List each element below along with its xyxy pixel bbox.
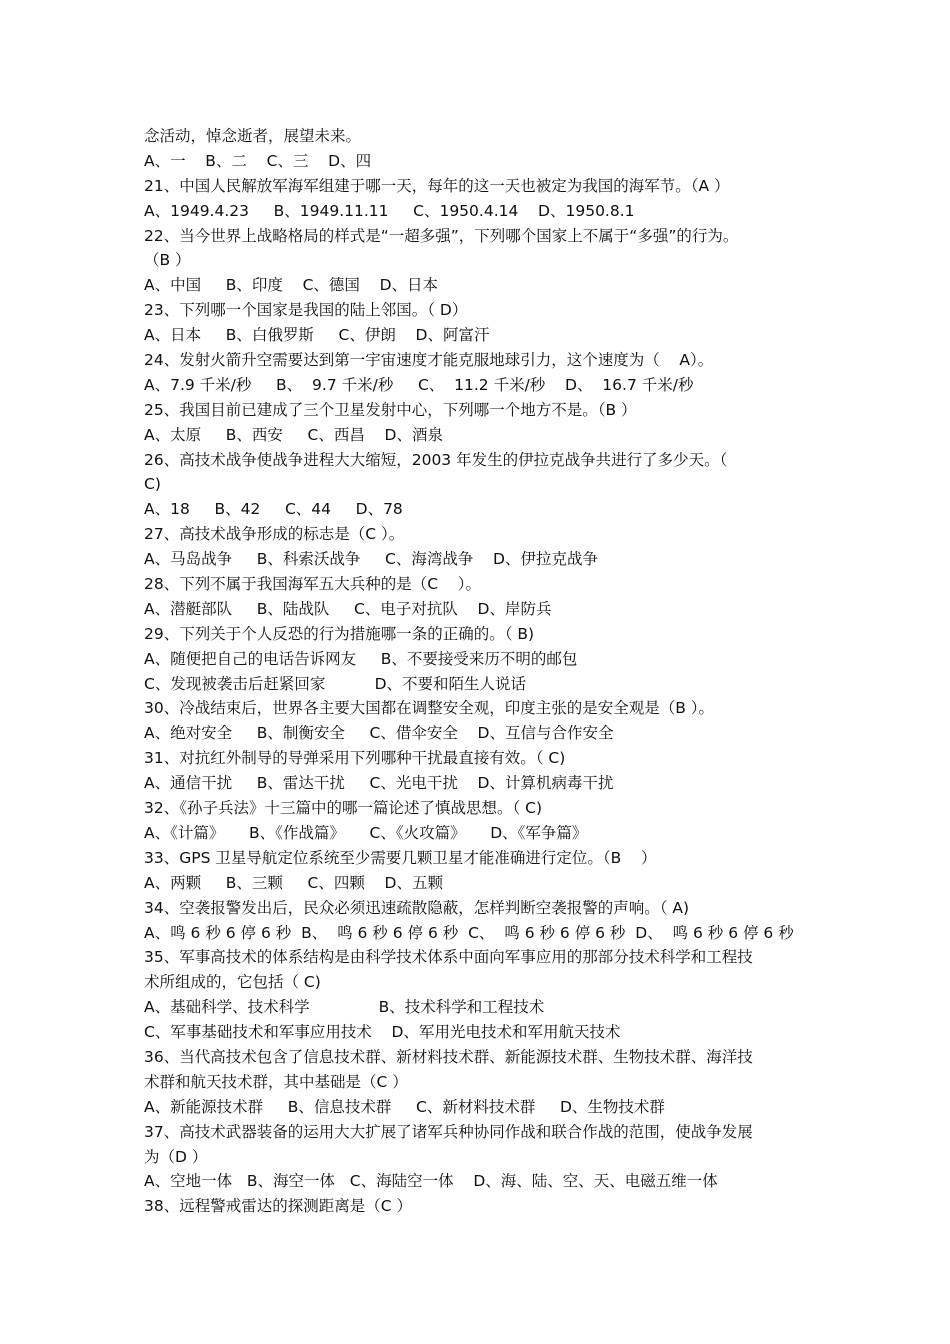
text-line: A、中国 B、印度 C、德国 D、日本 bbox=[144, 276, 439, 295]
text-line: 23、下列哪一个国家是我国的陆上邻国。（ D） bbox=[144, 301, 468, 320]
text-line: A、1949.4.23 B、1949.11.11 C、1950.4.14 D、1950.8.1 bbox=[144, 201, 635, 220]
text-line: 28、下列不属于我国海军五大兵种的是（C ）。 bbox=[144, 575, 482, 594]
text-line: 26、高技术战争使战争进程大大缩短，2003 年发生的伊拉克战争共进行了多少天。（ bbox=[144, 450, 728, 469]
text-line: C、发现被袭击后赶紧回家 D、不要和陌生人说话 bbox=[144, 674, 527, 693]
text-line: A、随便把自己的电话告诉网友 B、不要接受来历不明的邮包 bbox=[144, 649, 578, 668]
text-line: A、一 B、二 C、三 D、四 bbox=[144, 151, 372, 170]
text-line: 术群和航天技术群，其中基础是（C ） bbox=[144, 1072, 408, 1091]
text-line: 31、对抗红外制导的导弹采用下列哪种干扰最直接有效。（ C) bbox=[144, 749, 566, 768]
text-line: 32、《孙子兵法》十三篇中的哪一篇论述了慎战思想。（ C) bbox=[144, 799, 543, 818]
text-line: 22、当今世界上战略格局的样式是“一超多强”，下列哪个国家上不属于“多强”的行为。 bbox=[144, 226, 739, 245]
text-line: 术所组成的，它包括（ C) bbox=[144, 973, 321, 992]
text-line: 34、空袭报警发出后，民众必须迅速疏散隐蔽，怎样判断空袭报警的声响。（ A) bbox=[144, 898, 690, 917]
text-line: 21、中国人民解放军海军组建于哪一天，每年的这一天也被定为我国的海军节。（A ） bbox=[144, 176, 730, 195]
text-line: A、潜艇部队 B、陆战队 C、电子对抗队 D、岸防兵 bbox=[144, 599, 552, 618]
text-line: C、军事基础技术和军事应用技术 D、军用光电技术和军用航天技术 bbox=[144, 1023, 621, 1042]
text-line: 29、下列关于个人反恐的行为措施哪一条的正确的。（ B) bbox=[144, 624, 535, 643]
text-line: 33、GPS 卫星导航定位系统至少需要几颗卫星才能准确进行定位。（B ） bbox=[144, 848, 657, 867]
text-line: （B ） bbox=[144, 251, 191, 270]
text-line: A、日本 B、白俄罗斯 C、伊朗 D、阿富汗 bbox=[144, 326, 490, 345]
text-line: 36、当代高技术包含了信息技术群、新材料技术群、新能源技术群、生物技术群、海洋技 bbox=[144, 1047, 753, 1066]
text-line: A、马岛战争 B、科索沃战争 C、海湾战争 D、伊拉克战争 bbox=[144, 550, 598, 569]
text-line: A、新能源技术群 B、信息技术群 C、新材料技术群 D、生物技术群 bbox=[144, 1097, 665, 1116]
text-line: 念活动，悼念逝者，展望未来。 bbox=[144, 127, 362, 145]
text-line: A、两颗 B、三颗 C、四颗 D、五颗 bbox=[144, 873, 443, 892]
text-line: A、通信干扰 B、雷达干扰 C、光电干扰 D、计算机病毒干扰 bbox=[144, 774, 614, 793]
text-line: 37、高技术武器装备的运用大大扩展了诸军兵种协同作战和联合作战的范围，使战争发展 bbox=[144, 1122, 753, 1141]
text-line: 35、军事高技术的体系结构是由科学技术体系中面向军事应用的那部分技术科学和工程技 bbox=[144, 948, 753, 967]
text-line: 25、我国目前已建成了三个卫星发射中心，下列哪一个地方不是。（B ） bbox=[144, 400, 637, 419]
text-line: 38、远程警戒雷达的探测距离是（C ） bbox=[144, 1197, 412, 1216]
text-line: A、《计篇》 B、《作战篇》 C、《火攻篇》 D、《军争篇》 bbox=[144, 823, 588, 842]
text-line: 27、高技术战争形成的标志是（C ）。 bbox=[144, 525, 405, 544]
text-line: A、空地一体 B、海空一体 C、海陆空一体 D、海、陆、空、天、电磁五维一体 bbox=[144, 1172, 718, 1191]
text-line: A、绝对安全 B、制衡安全 C、借伞安全 D、互信与合作安全 bbox=[144, 724, 614, 743]
text-line: A、太原 B、西安 C、西昌 D、酒泉 bbox=[144, 425, 443, 444]
text-line: A、18 B、42 C、44 D、78 bbox=[144, 500, 403, 519]
text-line: 30、冷战结束后，世界各主要大国都在调整安全观，印度主张的是安全观是（B ）。 bbox=[144, 699, 715, 718]
text-line: A、鸣 6 秒 6 停 6 秒 B、 鸣 6 秒 6 停 6 秒 C、 鸣 6 秒 6 停 6 秒 D、 鸣 6 秒 6 停 6 秒 bbox=[144, 923, 794, 942]
document-body bbox=[144, 124, 824, 1219]
text-line: A、基础科学、技术科学 B、技术科学和工程技术 bbox=[144, 998, 545, 1017]
text-line: A、7.9 千米/秒 B、 9.7 千米/秒 C、 11.2 千米/秒 D、 16.7 千米/秒 bbox=[144, 375, 694, 394]
text-line: 24、发射火箭升空需要达到第一宇宙速度才能克服地球引力，这个速度为（ A）。 bbox=[144, 351, 714, 370]
text-line: 为（D ） bbox=[144, 1147, 208, 1166]
text-line: C) bbox=[144, 475, 161, 494]
